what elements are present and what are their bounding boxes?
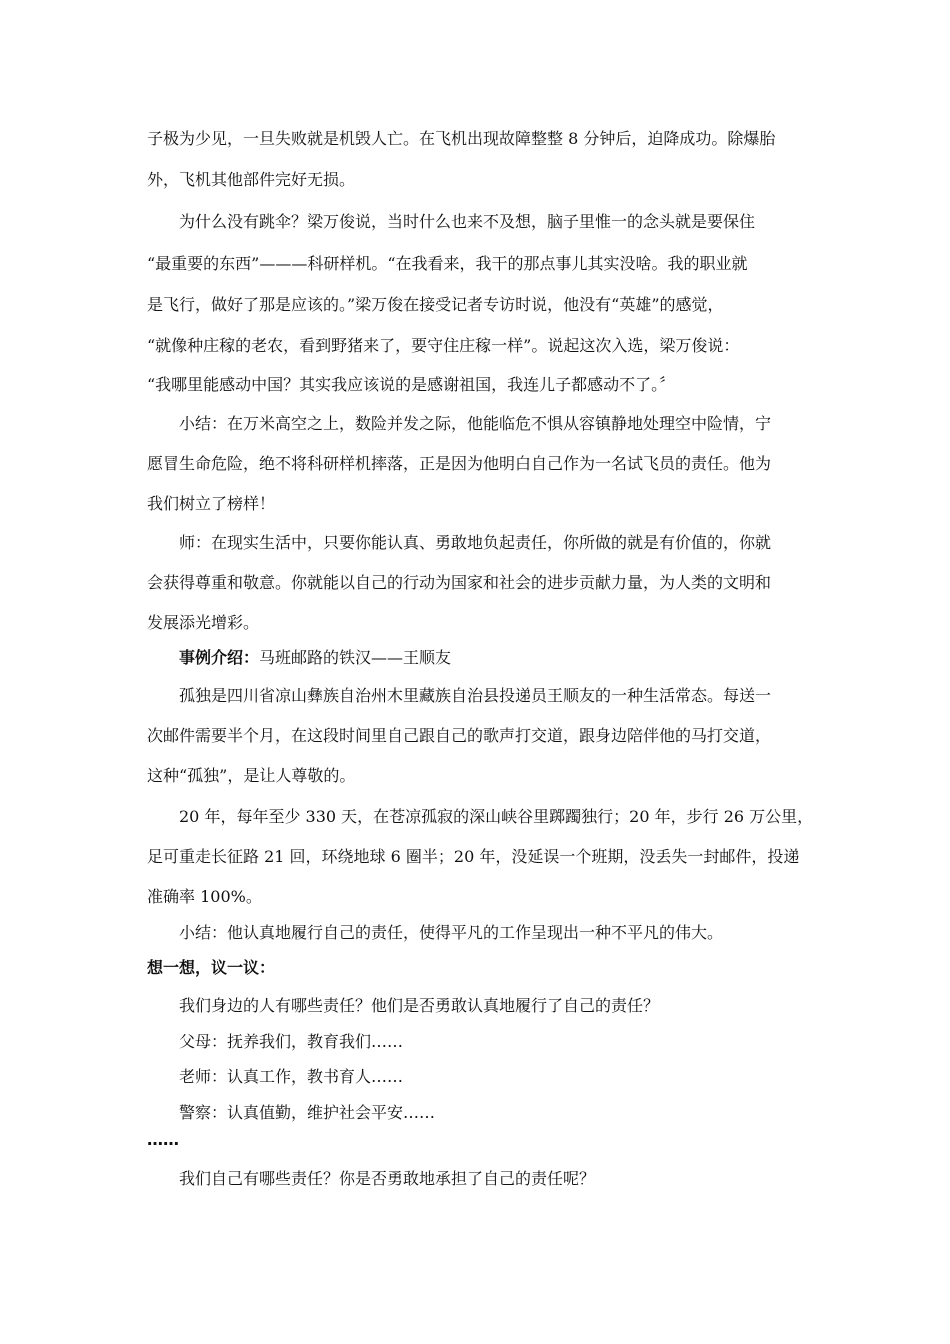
case-heading — [179, 645, 451, 668]
paragraph-line: 这种“孤独”，是让人尊敬的。 — [147, 766, 356, 785]
summary-line: 愿冒生命危险，绝不将科研样机摔落，正是因为他明白自己作为一名试飞员的责任。他为 — [147, 454, 772, 473]
discussion-heading: 想一想，议一议： — [147, 958, 276, 977]
teacher-line: 会获得尊重和敬意。你就能以自己的行动为国家和社会的进步贡献力量，为人类的文明和 — [147, 573, 772, 592]
case-label: 事例介绍： — [179, 648, 260, 667]
paragraph-line: 足可重走长征路 21 回，环绕地球 6 圈半；20 年，没延误一个班期，没丢失一封邮件，投递 — [147, 847, 800, 866]
list-item: 父母：抚养我们，教育我们…… — [179, 1032, 404, 1051]
list-item: 警察：认真值勤，维护社会平安…… — [179, 1103, 436, 1122]
paragraph-line: 次邮件需要半个月，在这段时间里自己跟自己的歌声打交道，跟身边陪伴他的马打交道， — [147, 726, 772, 745]
paragraph-line: 准确率 100%。 — [147, 887, 262, 906]
paragraph-line: 子极为少见，一旦失败就是机毁人亡。在飞机出现故障整整 8 分钟后，迫降成功。除爆胎 — [147, 129, 776, 148]
teacher-line: 发展添光增彩。 — [147, 613, 260, 632]
paragraph-line: “我哪里能感动中国？其实我应该说的是感谢祖国，我连儿子都感动不了。〞 — [147, 375, 676, 394]
paragraph-line: 20 年，每年至少 330 天，在苍凉孤寂的深山峡谷里踯躅独行；20 年，步行 26 万公里， — [179, 807, 814, 826]
list-item: 老师：认真工作，教书育人…… — [179, 1067, 404, 1086]
paragraph-line: 孤独是四川省凉山彝族自治州木里藏族自治县投递员王顺友的一种生活常态。每送一 — [179, 686, 772, 705]
question-line: 我们自己有哪些责任？你是否勇敢地承担了自己的责任呢？ — [179, 1169, 596, 1188]
question-line: 我们身边的人有哪些责任？他们是否勇敢认真地履行了自己的责任？ — [179, 996, 660, 1015]
paragraph-line: 是飞行，做好了那是应该的。”梁万俊在接受记者专访时说，他没有“英雄”的感觉， — [147, 295, 724, 314]
case-title: 马班邮路的铁汉——王顺友 — [259, 648, 452, 667]
paragraph-line: 外，飞机其他部件完好无损。 — [147, 170, 356, 189]
summary-line: 小结：他认真地履行自己的责任，使得平凡的工作呈现出一种不平凡的伟大。 — [179, 923, 724, 942]
ellipsis-line: …… — [147, 1130, 179, 1149]
summary-line: 我们树立了榜样！ — [147, 494, 276, 513]
teacher-line: 师：在现实生活中，只要你能认真、勇敢地负起责任，你所做的就是有价值的，你就 — [179, 533, 772, 552]
paragraph-line: “就像种庄稼的老农，看到野猪来了，要守住庄稼一样”。说起这次入选，梁万俊说： — [147, 336, 740, 355]
paragraph-line: 为什么没有跳伞？梁万俊说，当时什么也来不及想，脑子里惟一的念头就是要保住 — [179, 212, 756, 231]
paragraph-line: “最重要的东西”———科研样机。“在我看来，我干的那点事儿其实没啥。我的职业就 — [147, 254, 748, 273]
summary-line: 小结：在万米高空之上，数险并发之际，他能临危不惧从容镇静地处理空中险情，宁 — [179, 414, 772, 433]
